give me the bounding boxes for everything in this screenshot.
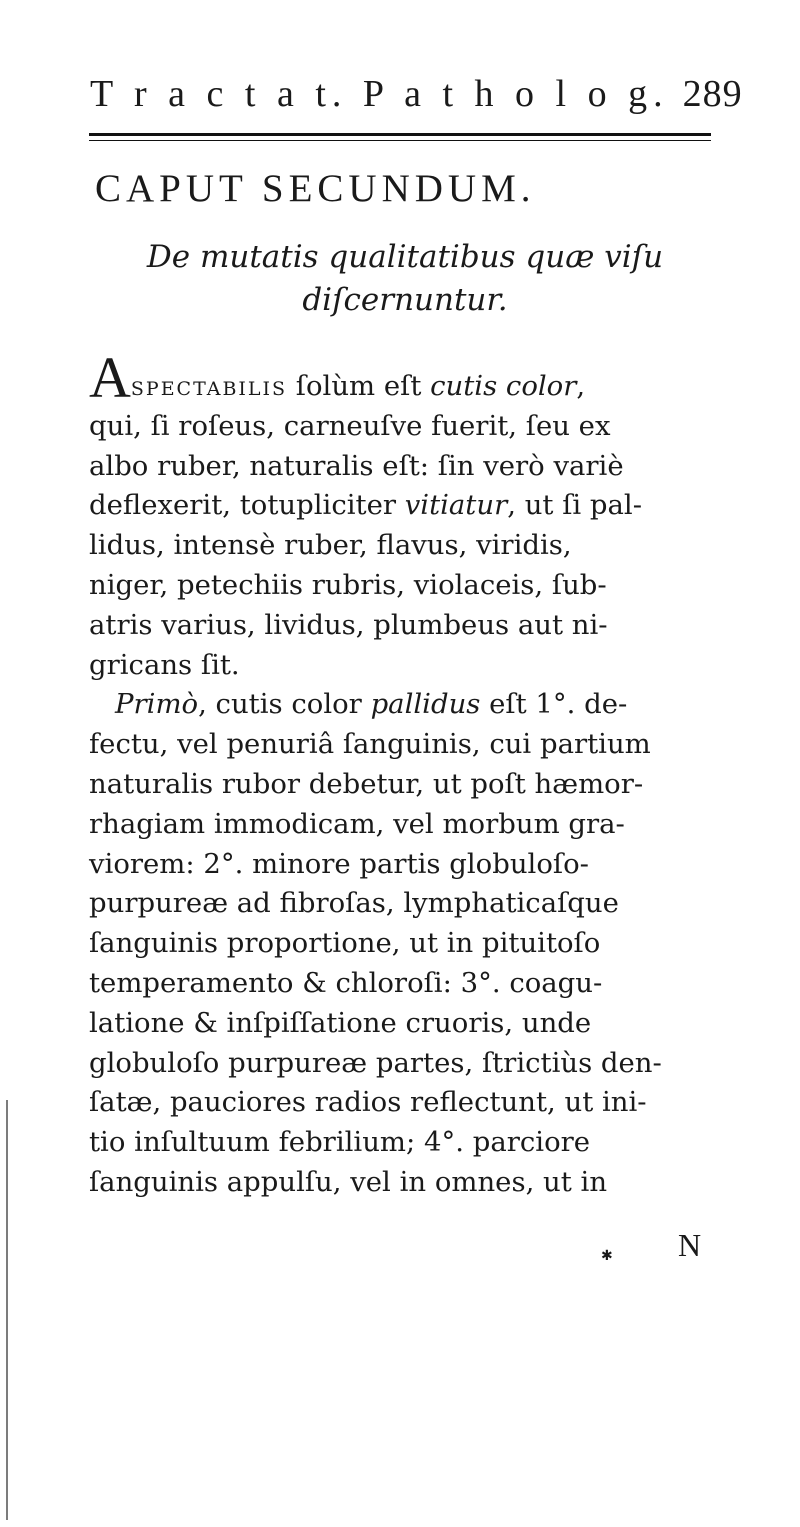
subtitle-line: De mutatis qualitatibus quæ viſu: [146, 239, 664, 275]
text-line: ſanguinis proportione, ut in pituitoſo: [89, 927, 601, 960]
text-span: , cutis color: [198, 688, 371, 721]
text-line: globuloſo purpureæ partes, ſtrictiùs den-: [89, 1046, 662, 1079]
text-span: , ut ſi pal-: [507, 489, 643, 522]
italic-term: Primò: [115, 688, 199, 721]
text-span: deflexerit, totupliciter: [89, 489, 405, 522]
small-caps-word: spectabilis: [130, 370, 288, 402]
running-head: [90, 72, 743, 116]
page-edge-line: [6, 1100, 8, 1520]
text-line: [89, 345, 729, 410]
subtitle-line: diſcernuntur.: [302, 282, 508, 318]
catchword: N: [678, 1227, 702, 1263]
chapter-title: CAPUT SECUNDUM.: [95, 167, 536, 210]
italic-term: vitiatur: [404, 489, 508, 522]
body-text: [89, 345, 729, 1203]
chapter-subtitle: [90, 236, 720, 322]
text-line: naturalis rubor debetur, ut poſt hæmor-: [89, 767, 644, 800]
page-number: 289: [682, 73, 743, 115]
text-line: [89, 685, 729, 725]
running-head-title: T r a c t a t. P a t h o l o g.: [90, 73, 669, 115]
text-line: viorem: 2°. minore partis globuloſo-: [89, 847, 589, 880]
text-line: [89, 486, 729, 526]
text-line: ſatæ, pauciores radios reflectunt, ut ini-: [89, 1086, 647, 1119]
text-line: albo ruber, naturalis eſt: ſin verò variè: [89, 449, 624, 482]
italic-term: pallidus: [370, 688, 481, 721]
text-span: ſolùm eſt: [287, 370, 431, 402]
text-line: niger, petechiis rubris, violaceis, ſub-: [89, 568, 607, 601]
text-span: ,: [576, 370, 586, 402]
text-line: rhagiam immodicam, vel morbum gra-: [89, 807, 625, 840]
text-line: fectu, vel penuriâ ſanguinis, cui partium: [89, 728, 651, 761]
drop-cap: A: [89, 345, 131, 410]
text-line: temperamento & chloroſi: 3°. coagu-: [89, 966, 603, 999]
text-line: atris varius, lividus, plumbeus aut ni-: [89, 608, 608, 641]
text-line: latione & inſpiſſatione cruoris, unde: [89, 1006, 592, 1039]
text-line: qui, ſi roſeus, carneuſve fuerit, ſeu ex: [89, 409, 611, 442]
text-line: lidus, intensè ruber, flavus, viridis,: [89, 529, 572, 562]
text-span: eſt 1°. de-: [480, 688, 628, 721]
printer-mark: ✱: [601, 1248, 613, 1264]
header-rule: [89, 133, 711, 141]
text-line: gricans ſit.: [89, 648, 240, 681]
text-line: ſanguinis appulſu, vel in omnes, ut in: [89, 1165, 608, 1198]
text-line: tio inſultuum febrilium; 4°. parciore: [89, 1126, 591, 1159]
text-line: purpureæ ad fibroſas, lymphaticaſque: [89, 887, 619, 920]
italic-term: cutis color: [430, 370, 577, 402]
